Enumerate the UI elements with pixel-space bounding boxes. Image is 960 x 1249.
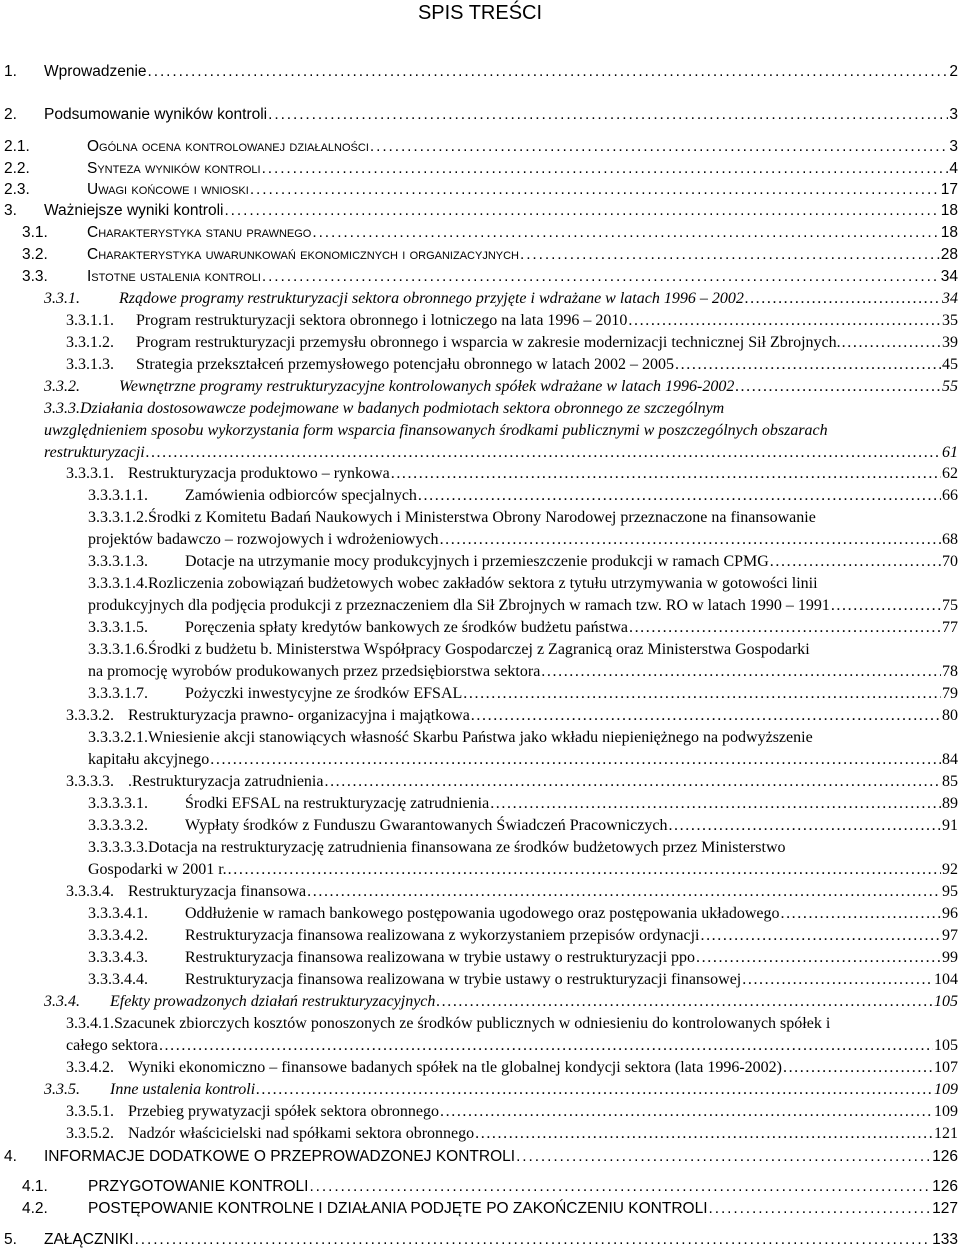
dot-leader <box>262 160 949 178</box>
dot-leader <box>436 993 933 1011</box>
toc-entry-number: 3.3.3.3. <box>66 773 114 790</box>
toc-entry-line <box>44 400 724 418</box>
toc-entry-line <box>66 1015 830 1033</box>
toc-entry-number: 3.3.3.1.4. <box>88 575 148 592</box>
toc-entry-title-line: Środki z Komitetu Badań Naukowych i Ministerstwa Obrony Narodowej przeznaczone na finansowanie <box>148 509 816 526</box>
toc-entry[interactable] <box>88 531 958 549</box>
toc-entry-number: 3.3.3.1.7. <box>88 685 148 702</box>
dot-leader <box>668 817 941 835</box>
toc-page-number: 68 <box>942 531 958 548</box>
toc-page-number: 95 <box>942 883 958 900</box>
toc-entry[interactable] <box>88 905 958 923</box>
toc-entry[interactable] <box>22 268 958 286</box>
toc-entry[interactable] <box>88 663 958 681</box>
toc-entry-title: Poręczenia spłaty kredytów bankowych ze środków budżetu państwa <box>185 619 628 636</box>
toc-entry-number: 3.3.3.4.4. <box>88 971 148 988</box>
toc-entry-title: POSTĘPOWANIE KONTROLNE I DZIAŁANIA PODJĘTE PO ZAKOŃCZENIU KONTROLI <box>88 1200 708 1217</box>
toc-entry[interactable] <box>4 160 958 178</box>
toc-entry-number: 3.2. <box>22 246 48 263</box>
toc-entry-title: ZAŁĄCZNIKI <box>44 1231 134 1248</box>
toc-page-number: 75 <box>942 597 958 614</box>
toc-entry[interactable] <box>4 138 958 156</box>
dot-leader <box>842 334 941 352</box>
toc-entry-number: 3.3.3.2. <box>66 707 114 724</box>
dot-leader <box>780 905 941 923</box>
toc-entry[interactable] <box>66 883 958 901</box>
toc-entry[interactable] <box>44 378 958 396</box>
toc-entry-title: restrukturyzacji <box>44 444 145 461</box>
toc-entry[interactable] <box>66 1103 958 1121</box>
toc-entry-number: 3.3. <box>22 268 48 285</box>
toc-entry-title-line: Szacunek zbiorczych kosztów ponoszonych ze środków publicznych w odniesieniu do kontrolowanych spółek i <box>114 1015 831 1032</box>
toc-page-number: 109 <box>934 1103 958 1120</box>
dot-leader <box>745 290 941 308</box>
toc-entry-title: na promocję wyrobów produkowanych przez przedsiębiorstwa sektora <box>88 663 541 680</box>
toc-entry-number: 3.3.3.3.2. <box>88 817 148 834</box>
toc-entry-title: Pożyczki inwestycyjne ze środków EFSAL <box>185 685 463 702</box>
toc-entry[interactable] <box>88 685 958 703</box>
toc-entry[interactable] <box>44 444 958 462</box>
toc-entry-title: kapitału akcyjnego <box>88 751 210 768</box>
toc-entry-number: 3.3.5. <box>44 1081 80 1098</box>
toc-page-number: 99 <box>942 949 958 966</box>
toc-page-number: 126 <box>932 1178 958 1195</box>
toc-entry-title: Restrukturyzacja finansowa <box>128 883 307 900</box>
toc-entry[interactable] <box>88 971 958 989</box>
toc-entry-number: 2.2. <box>4 160 30 177</box>
toc-entry[interactable] <box>88 861 958 879</box>
toc-entry[interactable] <box>44 1081 958 1099</box>
toc-entry-title: Wypłaty środków z Funduszu Gwarantowanych Świadczeń Pracowniczych <box>185 817 668 834</box>
toc-page-number: 97 <box>942 927 958 944</box>
dot-leader <box>307 883 941 901</box>
toc-entry[interactable] <box>66 773 958 791</box>
toc-page-number: 45 <box>942 356 958 373</box>
toc-entry-number: 3.3.1. <box>44 290 80 307</box>
toc-page-number: 84 <box>942 751 958 768</box>
toc-page-number: 18 <box>940 224 958 241</box>
dot-leader <box>675 356 941 374</box>
toc-entry[interactable] <box>66 334 958 352</box>
toc-entry[interactable] <box>66 1125 958 1143</box>
dot-leader <box>159 1037 933 1055</box>
toc-entry-line <box>88 729 813 747</box>
toc-page-number: 133 <box>932 1231 958 1248</box>
toc-entry[interactable] <box>88 597 958 615</box>
toc-entry-number: 2.3. <box>4 181 30 198</box>
toc-entry-line <box>88 575 818 593</box>
dot-leader <box>520 246 940 264</box>
toc-entry[interactable] <box>88 927 958 945</box>
toc-entry-number: 2.1. <box>4 138 30 155</box>
dot-leader <box>418 487 941 505</box>
toc-entry-number: 4.2. <box>22 1200 48 1217</box>
toc-page-number: 62 <box>942 465 958 482</box>
toc-entry-title: całego sektora <box>66 1037 158 1054</box>
dot-leader <box>783 1059 933 1077</box>
toc-page-number: 70 <box>942 553 958 570</box>
toc-page-number: 104 <box>934 971 958 988</box>
toc-entry-line <box>88 839 786 857</box>
toc-entry-number: 3.3.3.4. <box>66 883 114 900</box>
dot-leader <box>440 531 941 549</box>
toc-entry-title: produkcyjnych dla podjęcia produkcji z przeznaczeniem dla Sił Zbrojnych w ramach tzw. RO w latach 1990 – 1991 <box>88 597 830 614</box>
toc-page-number: 80 <box>942 707 958 724</box>
toc-entry-number: 3.3.1.3. <box>66 356 114 373</box>
toc-entry-title: Efekty prowadzonych działań restrukturyzacyjnych <box>110 993 436 1010</box>
dot-leader <box>629 619 941 637</box>
toc-entry-title: Charakterystyka uwarunkowań ekonomicznych i organizacyjnych <box>87 246 519 263</box>
toc-entry-number: 3.3.2. <box>44 378 80 395</box>
toc-page-number: 17 <box>940 181 958 198</box>
toc-page-number: 3 <box>949 106 958 123</box>
dot-leader <box>475 1125 933 1143</box>
toc-page-number: 78 <box>942 663 958 680</box>
toc-entry-title: Program restrukturyzacji sektora obronnego i lotniczego na lata 1996 – 2010 <box>136 312 628 329</box>
toc-entry-title: Przebieg prywatyzacji spółek sektora obronnego <box>128 1103 440 1120</box>
toc-entry-number: 3.3.5.2. <box>66 1125 114 1142</box>
dot-leader <box>146 444 941 462</box>
toc-entry[interactable] <box>66 1037 958 1055</box>
toc-entry-number: 4. <box>4 1148 17 1165</box>
toc-entry-title: Oddłużenie w ramach bankowego postępowania ugodowego oraz postępowania układowego <box>185 905 780 922</box>
toc-entry-title: Inne ustalenia kontroli <box>110 1081 256 1098</box>
toc-entry[interactable] <box>88 487 958 505</box>
toc-page-number: 2 <box>949 63 958 80</box>
dot-leader <box>490 795 941 813</box>
toc-entry-number: 3.3.3.3.1. <box>88 795 148 812</box>
dot-leader <box>471 707 941 725</box>
dot-leader <box>709 1200 932 1218</box>
toc-entry-number: 3.3.1.2. <box>66 334 114 351</box>
toc-entry-title: Gospodarki w 2001 r. <box>88 861 227 878</box>
dot-leader <box>135 1231 932 1249</box>
toc-entry-title: Synteza wyników kontroli <box>87 160 261 177</box>
toc-entry-title: .Restrukturyzacja zatrudnienia <box>128 773 324 790</box>
dot-leader <box>700 927 941 945</box>
toc-entry-title: Wewnętrzne programy restrukturyzacyjne kontrolowanych spółek wdrażane w latach 1996-2002 <box>119 378 735 395</box>
toc-entry-title: Charakterystyka stanu prawnego <box>87 224 312 241</box>
toc-entry-number: 3.3.3.4.3. <box>88 949 148 966</box>
dot-leader <box>309 1178 931 1196</box>
toc-entry[interactable] <box>4 202 958 220</box>
toc-page-number: 121 <box>934 1125 958 1142</box>
toc-page-number: 77 <box>942 619 958 636</box>
toc-entry-number: 3.1. <box>22 224 48 241</box>
toc-entry-number: 3.3.4. <box>44 993 80 1010</box>
toc-page-number: 61 <box>942 444 958 461</box>
toc-entry-title-line: Dotacja na restrukturyzację zatrudnienia finansowana ze środków budżetowych przez Ministerstwo <box>148 839 786 856</box>
toc-entry[interactable] <box>88 619 958 637</box>
toc-entry[interactable] <box>66 312 958 330</box>
toc-entry-title: Podsumowanie wyników kontroli <box>44 106 268 123</box>
toc-page-number: 109 <box>934 1081 958 1098</box>
toc-page-number: 39 <box>942 334 958 351</box>
toc-page-number: 35 <box>942 312 958 329</box>
dot-leader <box>742 971 933 989</box>
toc-page-number: 127 <box>932 1200 958 1217</box>
toc-entry-title: Uwagi końcowe i wnioski <box>87 181 249 198</box>
dot-leader <box>541 663 941 681</box>
toc-page-number: 107 <box>934 1059 958 1076</box>
toc-entry-title: Strategia przekształceń przemysłowego potencjału obronnego w latach 2002 – 2005 <box>136 356 675 373</box>
toc-entry-title: Nadzór właścicielski nad spółkami sektora obronnego <box>128 1125 475 1142</box>
toc-entry-title-line: Środki z budżetu b. Ministerstwa Współpracy Gospodarczej z Zagranicą oraz Ministerstwa Gospodarki <box>148 641 810 658</box>
toc-entry[interactable] <box>88 751 958 769</box>
toc-entry-line <box>88 509 816 527</box>
toc-entry-title: Program restrukturyzacji przemysłu obronnego i wsparcia w zakresie modernizacji technicznej Sił Zbrojnych. <box>136 334 841 351</box>
toc-page-number: 28 <box>940 246 958 263</box>
toc-entry-number: 3.3.3.1.6. <box>88 641 148 658</box>
toc-page-number: 126 <box>932 1148 958 1165</box>
toc-entry-title-line: Działania dostosowawcze podejmowane w badanych podmiotach sektora obronnego ze szczególnym <box>80 400 725 417</box>
dot-leader <box>268 106 948 124</box>
toc-page-number: 79 <box>942 685 958 702</box>
dot-leader <box>148 63 949 81</box>
toc-entry-title: Zamówienia odbiorców specjalnych <box>185 487 417 504</box>
toc-page-number: 66 <box>942 487 958 504</box>
toc-page-number: 34 <box>940 268 958 285</box>
toc-entry-number: 1. <box>4 63 17 80</box>
toc-entry-title: Restrukturyzacja prawno- organizacyjna i majątkowa <box>128 707 470 724</box>
toc-entry-title: Wprowadzenie <box>44 63 147 80</box>
dot-leader <box>516 1148 931 1166</box>
toc-entry-number: 3.3.3.2.1. <box>88 729 148 746</box>
toc-entry-number: 5. <box>4 1231 17 1248</box>
toc-entry[interactable] <box>22 246 958 264</box>
toc-entry-title: PRZYGOTOWANIE KONTROLI <box>88 1178 309 1195</box>
toc-page-number: 85 <box>942 773 958 790</box>
toc-page-number: 55 <box>942 378 958 395</box>
toc-entry[interactable] <box>88 817 958 835</box>
toc-entry-title: Ważniejsze wyniki kontroli <box>44 202 224 219</box>
toc-page-number: 96 <box>942 905 958 922</box>
dot-leader <box>228 861 941 879</box>
dot-leader <box>735 378 941 396</box>
toc-entry-number: 3.3.3.1.3. <box>88 553 148 570</box>
dot-leader <box>256 1081 933 1099</box>
toc-entry-title: Istotne ustalenia kontroli <box>87 268 261 285</box>
dot-leader <box>210 751 941 769</box>
toc-entry-number: 3.3.1.1. <box>66 312 114 329</box>
toc-entry-title-line: Rozliczenia zobowiązań budżetowych wobec zakładów sektora z tytułu utrzymywania w gotowości linii <box>148 575 818 592</box>
toc-page-number: 34 <box>942 290 958 307</box>
toc-entry[interactable] <box>4 106 958 124</box>
toc-entry-number: 3.3.4.1. <box>66 1015 114 1032</box>
toc-page-number: 105 <box>934 993 958 1010</box>
toc-entry-title: INFORMACJE DODATKOWE O PRZEPROWADZONEJ KONTROLI <box>44 1148 516 1165</box>
toc-entry[interactable] <box>88 795 958 813</box>
toc-entry-title: Restrukturyzacja finansowa realizowana w trybie ustawy o restrukturyzacji ppo <box>185 949 696 966</box>
toc-entry-title: projektów badawczo – rozwojowych i wdrożeniowych <box>88 531 439 548</box>
toc-entry-number: 3.3.3.3.3. <box>88 839 148 856</box>
toc-entry-number: 4.1. <box>22 1178 48 1195</box>
toc-entry-number: 3.3.3. <box>44 400 80 417</box>
dot-leader <box>831 597 941 615</box>
dot-leader <box>250 181 940 199</box>
toc-entry-title: Dotacje na utrzymanie mocy produkcyjnych i przemieszczenie produkcji w ramach CPMG <box>185 553 769 570</box>
toc-page-number: 4 <box>949 160 958 177</box>
toc-entry-number: 3.3.3.1.1. <box>88 487 148 504</box>
toc-entry-number: 3.3.4.2. <box>66 1059 114 1076</box>
toc-entry-title: Środki EFSAL na restrukturyzację zatrudnienia <box>185 795 490 812</box>
toc-entry[interactable] <box>22 1200 958 1218</box>
toc-entry-title: Rządowe programy restrukturyzacji sektora obronnego przyjęte i wdrażane w latach 1996 – 2002 <box>119 290 744 307</box>
toc-entry[interactable] <box>88 553 958 571</box>
toc-page-number: 91 <box>942 817 958 834</box>
dot-leader <box>696 949 941 967</box>
dot-leader <box>312 224 939 242</box>
toc-entry[interactable] <box>66 707 958 725</box>
toc-entry-number: 3.3.3.1. <box>66 465 114 482</box>
toc-entry[interactable] <box>66 1059 958 1077</box>
toc-entry[interactable] <box>22 224 958 242</box>
toc-entry[interactable] <box>44 290 958 308</box>
toc-entry-line <box>44 422 828 440</box>
toc-entry[interactable] <box>44 993 958 1011</box>
toc-entry-number: 3.3.5.1. <box>66 1103 114 1120</box>
toc-entry[interactable] <box>4 1148 958 1166</box>
toc-entry[interactable] <box>4 63 958 81</box>
dot-leader <box>224 202 939 220</box>
toc-entry-line <box>88 641 810 659</box>
toc-entry-number: 2. <box>4 106 17 123</box>
toc-entry-title: Restrukturyzacja produktowo – rynkowa <box>128 465 390 482</box>
toc-entry[interactable] <box>4 1231 958 1249</box>
toc-entry-number: 3.3.3.1.2. <box>88 509 148 526</box>
toc-entry[interactable] <box>88 949 958 967</box>
toc-entry-title: Restrukturyzacja finansowa realizowana w trybie ustawy o restrukturyzacji finansowej <box>185 971 742 988</box>
toc-entry[interactable] <box>66 356 958 374</box>
dot-leader <box>324 773 941 791</box>
toc-page-number: 3 <box>949 138 958 155</box>
toc-entry-title: Wyniki ekonomiczno – finansowe badanych spółek na tle globalnej kondycji sektora (lata 1996-2002) <box>128 1059 782 1076</box>
toc-page-number: 18 <box>940 202 958 219</box>
dot-leader <box>391 465 941 483</box>
toc-entry-title: Ogólna ocena kontrolowanej działalności <box>87 138 369 155</box>
toc-entry[interactable] <box>4 181 958 199</box>
toc-entry-number: 3. <box>4 202 17 219</box>
toc-entry[interactable] <box>22 1178 958 1196</box>
toc-page-number: 92 <box>942 861 958 878</box>
toc-entry-number: 3.3.3.4.1. <box>88 905 148 922</box>
dot-leader <box>463 685 941 703</box>
toc-page-number: 89 <box>942 795 958 812</box>
dot-leader <box>770 553 941 571</box>
toc-entry-number: 3.3.3.4.2. <box>88 927 148 944</box>
dot-leader <box>370 138 948 156</box>
toc-page-number: 105 <box>934 1037 958 1054</box>
toc-entry-title: Restrukturyzacja finansowa realizowana z wykorzystaniem przepisów ordynacji <box>185 927 700 944</box>
toc-entry-number: 3.3.3.1.5. <box>88 619 148 636</box>
dot-leader <box>440 1103 933 1121</box>
dot-leader <box>262 268 940 286</box>
toc-entry[interactable] <box>66 465 958 483</box>
toc-entry-title-line: Wniesienie akcji stanowiących własność Skarbu Państwa jako wkładu niepieniężnego na podwyższenie <box>148 729 813 746</box>
toc-entry-title-line: uwzględnieniem sposobu wykorzystania form wsparcia finansowanych środkami publicznymi w poszczególnych obszarach <box>44 422 828 439</box>
page-title: SPIS TREŚCI <box>417 2 543 24</box>
dot-leader <box>628 312 941 330</box>
